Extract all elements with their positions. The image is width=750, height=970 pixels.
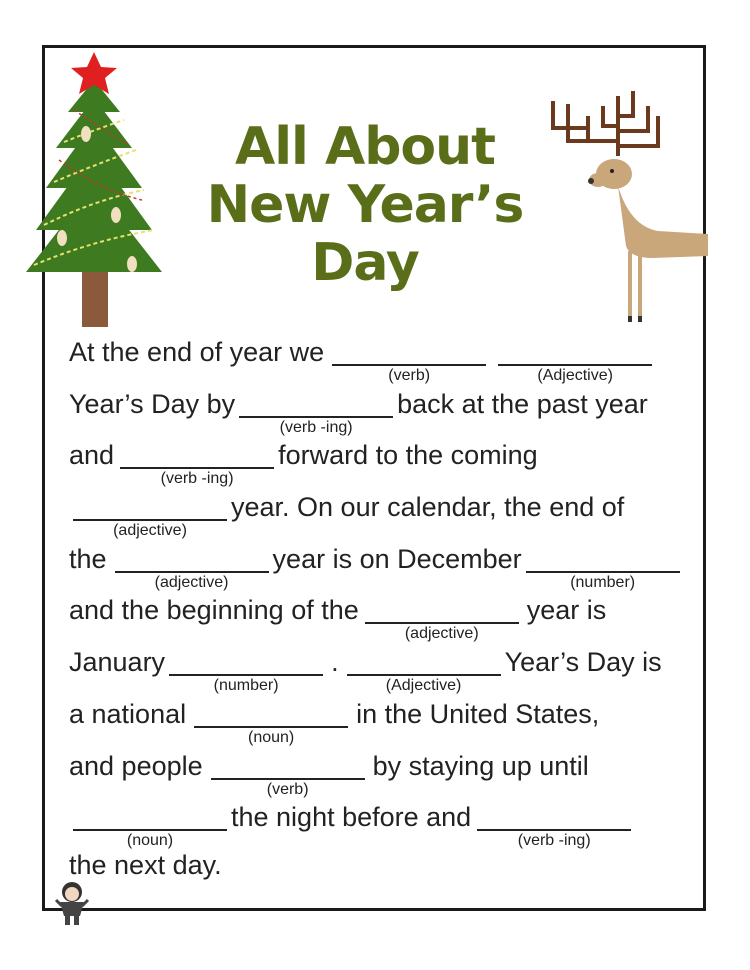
story-text: by staying up until <box>372 751 589 781</box>
story-text: At the end of year we <box>69 337 325 367</box>
blank-number[interactable]: (number) <box>522 537 684 581</box>
title-line-3: Day <box>311 233 419 293</box>
christmas-tree-icon <box>24 50 164 330</box>
story-line-6 <box>69 588 607 642</box>
story-text: the <box>69 544 107 574</box>
story-line-3 <box>69 433 538 487</box>
story-text: . <box>331 647 339 677</box>
blank-adjective[interactable]: (adjective) <box>361 588 523 632</box>
page-title <box>190 118 540 292</box>
title-line-1: All About <box>234 117 496 177</box>
story-line-5 <box>69 537 684 591</box>
story-line-7 <box>69 640 662 694</box>
story-line-8 <box>69 692 600 746</box>
blank-verb-ing[interactable]: (verb -ing) <box>116 433 278 477</box>
blank-verb[interactable]: (verb) <box>328 330 490 374</box>
story-text: the night before and <box>231 802 472 832</box>
story-text: back at the past year <box>397 389 648 419</box>
child-icon <box>50 880 94 926</box>
story-text: in the United States, <box>356 699 600 729</box>
story-text: and <box>69 440 115 470</box>
blank-adjective[interactable]: (adjective) <box>111 537 273 581</box>
blank-adjective[interactable]: (Adjective) <box>343 640 505 684</box>
story-text: Year’s Day is <box>504 647 662 677</box>
story-text: and people <box>69 751 203 781</box>
blank-verb-ing[interactable]: (verb -ing) <box>473 795 635 839</box>
story-line-4 <box>69 485 625 539</box>
blank-verb[interactable]: (verb) <box>207 744 369 788</box>
story-text: the next day. <box>69 850 222 880</box>
story-text: year is <box>526 595 607 625</box>
blank-adjective[interactable]: (Adjective) <box>494 330 656 374</box>
blank-noun[interactable]: (noun) <box>69 795 231 839</box>
story-line-1 <box>69 330 656 384</box>
title-line-2: New Year’s <box>206 175 524 235</box>
story-line-9 <box>69 744 589 798</box>
story-text: forward to the coming <box>278 440 538 470</box>
story-text: year. On our calendar, the end of <box>231 492 625 522</box>
story-text: and the beginning of the <box>69 595 359 625</box>
story-text: a national <box>69 699 187 729</box>
story-line-2 <box>69 382 648 436</box>
reindeer-icon <box>548 86 708 326</box>
story-text: Year’s Day by <box>69 389 236 419</box>
blank-noun[interactable]: (noun) <box>190 692 352 736</box>
story-text: year is on December <box>272 544 522 574</box>
blank-adjective[interactable]: (adjective) <box>69 485 231 529</box>
blank-verb-ing[interactable]: (verb -ing) <box>235 382 397 426</box>
blank-number[interactable]: (number) <box>165 640 327 684</box>
story-line-10 <box>69 795 635 849</box>
story-text: January <box>69 647 166 677</box>
